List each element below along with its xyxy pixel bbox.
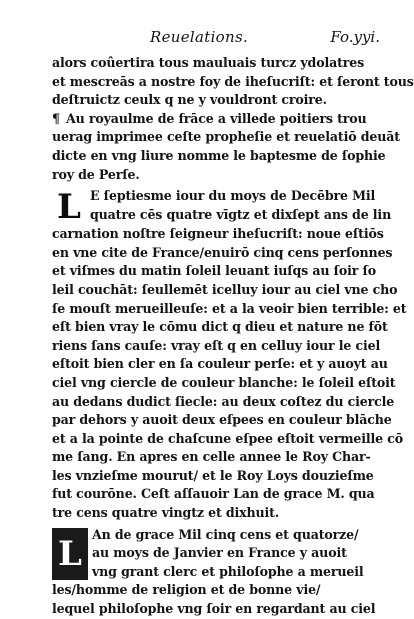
text-line-content: Au royaulme de frāce a villede poitiers trou xyxy=(66,110,367,126)
text-line: riens ſans cauſe: vray eſt q en celluy iour le ciel xyxy=(52,337,381,353)
paragraph-mark: ¶ xyxy=(52,110,60,126)
text-line: par dehors y auoit deux eſpees en couleur blāche xyxy=(52,412,392,428)
text-line xyxy=(52,110,378,129)
text-line: et mescreās a nostre foy de iheſucriſt: et ſeront tous xyxy=(52,73,414,89)
text-line: An de grace Mil cinq cens et quatorze/ xyxy=(92,526,359,542)
text-line: vng grant clerc et philoſophe a merueil xyxy=(92,563,364,579)
text-line: lequel philoſophe vng ſoir en regardant au ciel xyxy=(52,601,376,617)
text-line: et a la pointe de chaſcune eſpee eſtoit vermeille cō xyxy=(52,430,404,446)
running-header xyxy=(150,28,380,50)
text-body xyxy=(52,54,414,619)
text-line: alors coûertira tous mauluais turcz ydolatres xyxy=(52,55,365,70)
text-line: fut courōne. Ceſt aſſauoir Lan de grace M. qua xyxy=(52,486,375,502)
running-title: Reuelations. xyxy=(150,28,249,46)
text-line: ciel vng ciercle de couleur blanche: le ſoleil eſtoit xyxy=(52,374,396,390)
decorated-initial xyxy=(52,528,88,580)
text-line: les vnzieſme mourut/ et le Roy Loys douzieſme xyxy=(52,467,374,483)
text-line: ſe mouſt merueilleuſe: et a la veoir bien terrible: et xyxy=(52,300,407,316)
paragraph-3 xyxy=(52,187,407,523)
text-line: les/homme de religion et de bonne vie/ xyxy=(52,582,321,598)
text-line: au dedans dudict ſiecle: au deux coſtez du ciercle xyxy=(52,393,395,409)
paragraph-1 xyxy=(52,54,414,110)
text-line: carnation noſtre ſeigneur iheſucriſt: noue eſtiōs xyxy=(52,226,384,242)
text-line: eſt bien vray le cōmu dict q dieu et nature ne fōt xyxy=(52,319,388,335)
text-line: deſtruictz ceulx q ne y vouldront croire. xyxy=(52,92,327,108)
text-line: roy de Perſe. xyxy=(52,166,140,182)
decorated-initial-letter: L xyxy=(58,533,82,574)
text-line: au moys de Janvier en France y auoit xyxy=(92,545,347,561)
text-line: dicte en vng liure nomme le baptesme de ſophie xyxy=(52,147,386,163)
text-line: leil couchāt: ſeullemēt icelluy iour au ciel vne cho xyxy=(52,281,398,297)
paragraph-4 xyxy=(52,526,378,619)
drop-cap-initial: L xyxy=(57,187,81,228)
text-line: en vne cite de France/enuirō cinq cens perſonnes xyxy=(52,244,393,260)
text-line: et viſmes du matin ſoleil leuant iuſqs au ſoir ſo xyxy=(52,263,376,279)
paragraph-2 xyxy=(52,110,400,184)
text-line: me ſang. En apres en celle annee le Roy Char- xyxy=(52,449,371,465)
text-line: uerag imprimee ceſte propheſie et reuelatiō deuāt xyxy=(52,129,400,145)
folio-number: Fo.yyi. xyxy=(330,28,380,46)
text-line: eſtoit bien cler en ſa couleur perſe: et y auoyt au xyxy=(52,356,388,372)
text-line: quatre cēs quatre vīgtz et dixſept ans de lin xyxy=(90,206,392,222)
text-line: tre cens quatre vingtz et dixhuit. xyxy=(52,505,280,521)
text-line: E ſeptiesme iour du moys de Decēbre Mil xyxy=(90,188,376,204)
